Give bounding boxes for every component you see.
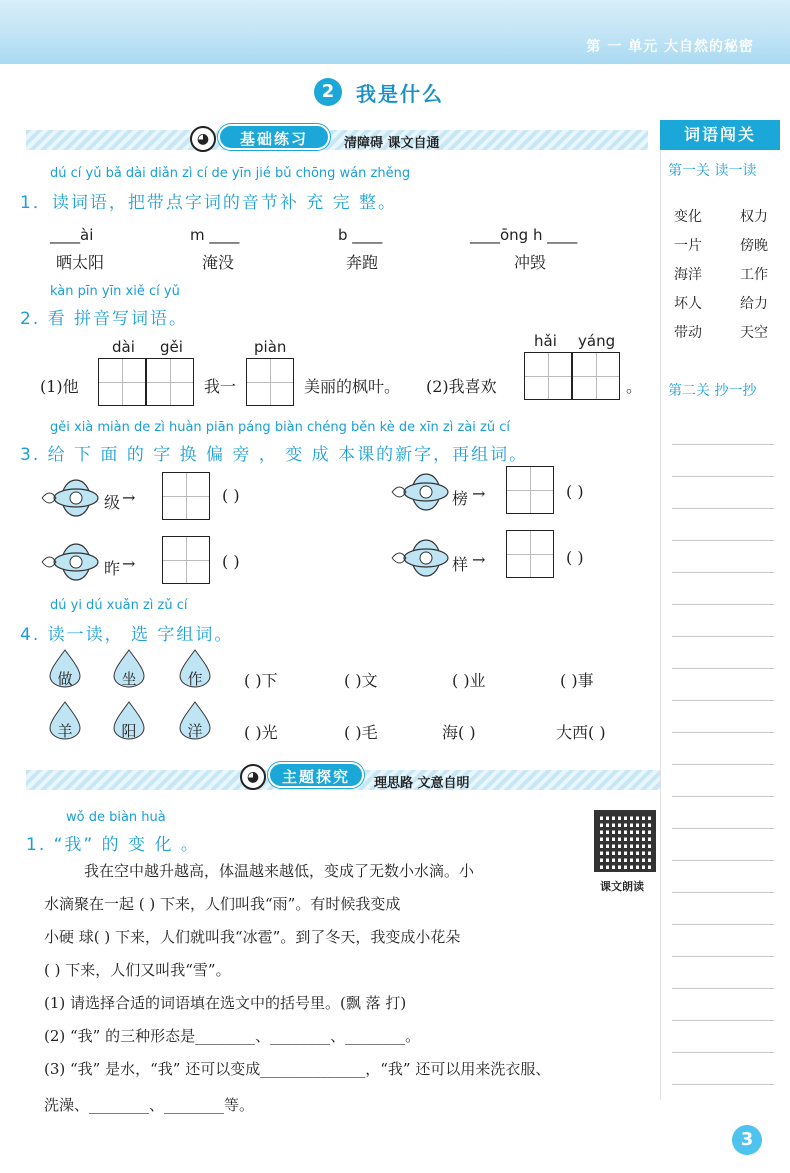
sidebar-word: 傍晚 [740,238,768,254]
sidebar-level1: 第一关 读一读 [668,163,757,179]
r1-para-line: ( ) 下来，人们又叫我“雪”。 [44,961,231,979]
flower-icon [390,536,450,580]
flower-icon [390,470,450,514]
r1-sub-question: (2) “我” 的三种形态是________、________、________。 [44,1027,421,1045]
q3-paren-1: ( ) [222,486,240,505]
section1-pill: 基础练习 [218,124,330,150]
writing-line [672,636,774,637]
q1-hint-2: m ____ [190,226,240,244]
q2-p1-label: (1)他 [40,377,79,396]
q1-text: 1．读词语，把带点字词的音节补 充 完 整。 [20,193,398,213]
q4-row1-item: ( )事 [560,671,594,690]
arrow-icon: → [472,484,486,503]
writing-line [672,988,774,989]
q1-word-2: 淹没 [202,253,235,272]
writing-box[interactable] [146,358,194,406]
r1-pinyin: wǒ de biàn huà [66,810,166,825]
writing-line [672,1020,774,1021]
writing-line [672,700,774,701]
sidebar-word: 变化 [674,209,702,225]
qr-label: 课文朗读 [600,880,644,893]
writing-line [672,924,774,925]
r1-sub-question: (1) 请选择合适的词语填在选文中的括号里。(飘 落 打) [44,994,407,1012]
sidebar-word: 坏人 [674,296,702,312]
arrow-icon: → [122,554,136,573]
writing-line [672,508,774,509]
writing-line [672,892,774,893]
unit-title: 第 一 单元 大自然的秘密 [586,39,754,55]
page-number: 3 [732,1125,762,1155]
sidebar-word: 给力 [740,296,768,312]
writing-line [672,540,774,541]
q1-pinyin: dú cí yǔ bǎ dài diǎn zì cí de yīn jié bǔ chōng wán zhěng [50,166,411,181]
writing-line [672,476,774,477]
q2-py-yang: yáng [578,332,616,350]
q3-char-4: 样 [452,555,469,574]
q3-text: 3. 给 下 面 的 字 换 偏 旁 ， 变 成 本课的新字，再组词。 [20,445,529,465]
q1-hint-4: ____ōng h ____ [470,226,578,244]
r1-title: 1. “我” 的 变 化 。 [26,835,200,855]
q3-pinyin: gěi xià miàn de zì huàn piān páng biàn chéng běn kè de xīn zì zài zǔ cí [50,420,510,435]
q1-word-4: 冲毁 [514,253,547,272]
sidebar-word: 工作 [740,267,768,283]
lesson-number-badge: 2 [314,78,342,106]
q4-row2-item: ( )光 [244,723,278,742]
q2-py-dai: dài [112,338,135,356]
writing-line [672,572,774,573]
q4-row2-item: ( )毛 [344,723,378,742]
sidebar-word: 一片 [674,238,702,254]
writing-line [672,956,774,957]
section2-subtitle: 理思路 文意自明 [374,776,470,791]
q2-py-pian: piàn [254,338,287,356]
q1-hint-3: b ____ [338,226,383,244]
q3-char-2: 榜 [452,489,469,508]
r1-para-line: 我在空中越升越高，体温越来越低，变成了无数小水滴。小 [84,862,475,880]
q2-p2-label: (2)我喜欢 [426,377,497,396]
q4-row1-item: ( )下 [244,671,278,690]
q3-paren-2: ( ) [566,482,584,501]
sidebar-word: 带动 [674,325,702,341]
q2-py-hai: hǎi [534,332,557,350]
q2-text: 2. 看 拼音写词语。 [20,309,189,329]
flower-icon [40,476,100,520]
q4-row2-item: 海( ) [442,723,476,742]
r1-sub-question: 洗澡、________、________等。 [44,1096,255,1114]
q1-word-1: 晒太阳 [56,253,105,272]
sidebar-level2: 第二关 抄一抄 [668,383,757,399]
q4-drop-char: 洋 [187,722,203,740]
panda-mascot-icon: ◕ [240,764,266,790]
writing-box[interactable] [506,530,554,578]
section1-bar [26,130,648,150]
flower-icon [40,540,100,584]
q1-hint-1: ____ài [50,226,94,244]
q2-p1-end: 美丽的枫叶。 [304,377,401,396]
q2-p2-end: 。 [626,377,643,396]
sidebar-word: 天空 [740,325,768,341]
q4-drop-char: 羊 [57,722,73,740]
writing-box[interactable] [162,536,210,584]
sidebar-title: 词语闯关 [660,120,780,150]
q4-drop-char: 坐 [121,670,137,688]
q3-paren-4: ( ) [566,548,584,567]
section2-pill: 主题探究 [268,762,364,788]
r1-para-line: 水滴聚在一起 ( ) 下来，人们叫我“雨”。有时候我变成 [44,895,401,913]
q4-drop-char: 做 [57,670,73,688]
q2-p1-mid: 我一 [204,377,237,396]
writing-line [672,828,774,829]
writing-line [672,1052,774,1053]
writing-line [672,732,774,733]
writing-line [672,1084,774,1085]
q4-drop-char: 作 [187,670,203,688]
writing-line [672,860,774,861]
q4-row2-item: 大西( ) [556,723,606,742]
sidebar-word: 权力 [740,209,768,225]
q1-word-3: 奔跑 [346,253,379,272]
q4-drop-char: 阳 [121,722,137,740]
q4-pinyin: dú yi dú xuǎn zì zǔ cí [50,598,188,613]
lesson-title: 我是什么 [356,82,444,106]
q4-row1-item: ( )业 [452,671,486,690]
q4-text: 4. 读一读， 选 字组词。 [20,625,234,645]
writing-box[interactable] [162,472,210,520]
r1-para-line: 小硬 球( ) 下来，人们就叫我“冰雹”。到了冬天，我变成小花朵 [44,928,461,946]
writing-box[interactable] [246,358,294,406]
writing-line [672,764,774,765]
writing-line [672,796,774,797]
r1-sub-question: (3) “我” 是水，“我” 还可以变成______________，“我” 还可以用来洗衣服、 [44,1060,551,1078]
writing-line [672,604,774,605]
panda-mascot-icon: ◕ [190,126,216,152]
q3-paren-3: ( ) [222,552,240,571]
sidebar-word: 海洋 [674,267,702,283]
writing-box[interactable] [572,352,620,400]
qr-code-icon[interactable] [594,810,656,872]
q3-char-3: 昨 [104,559,121,578]
q2-pinyin: kàn pīn yīn xiě cí yǔ [50,284,180,299]
writing-box[interactable] [506,466,554,514]
writing-line [672,444,774,445]
writing-box[interactable] [98,358,146,406]
arrow-icon: → [122,488,136,507]
section1-subtitle: 清障碍 课文自通 [344,136,440,151]
q2-py-gei: gěi [160,338,183,356]
arrow-icon: → [472,550,486,569]
writing-line [672,668,774,669]
q3-char-1: 级 [104,493,121,512]
q4-row1-item: ( )文 [344,671,378,690]
writing-box[interactable] [524,352,572,400]
